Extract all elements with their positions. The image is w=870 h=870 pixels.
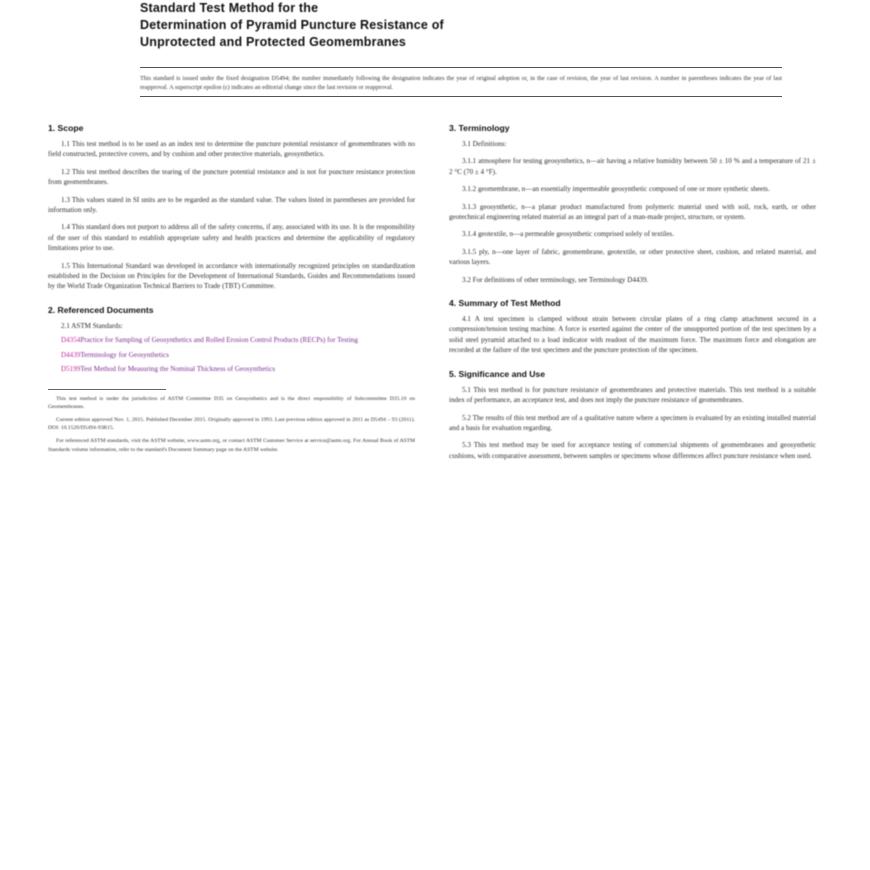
list-item[interactable] xyxy=(48,335,415,345)
abstract-top-rule xyxy=(140,67,782,68)
paragraph-3-1-5: 3.1.5 ply, n—one layer of fabric, geomembrane, geotextile, or other protective sheet, cushion, and related material, and various layers. xyxy=(449,247,816,267)
abstract-bottom-rule xyxy=(140,96,782,97)
body-columns xyxy=(48,123,822,468)
paragraph-3-1-3: 3.1.3 geosynthetic, n—a planar product manufactured from polymeric material used with soil, rock, earth, or other geotechnical engineering related material as an integral part of a man-made project, structure, or system. xyxy=(449,202,816,222)
list-item[interactable] xyxy=(48,364,415,374)
standard-title-d4354[interactable]: Practice for Sampling of Geosynthetics and Rolled Erosion Control Products (RECPs) for Testing xyxy=(80,336,358,345)
standard-designation-note: This standard is issued under the fixed designation D5494; the number immediately following the designation indicates the year of original adoption or, in the case of revision, the year of last revision. A number in parentheses indicates the year of last reapproval. A superscript epsilon (ε) indicates an editorial change since the last revision or reapproval. xyxy=(140,75,782,91)
paragraph-1-5: 1.5 This International Standard was developed in accordance with internationally recognized principles on standardization established in the Decision on Principles for the Development of International Standards, Guides and Recommendations issued by the World Trade Organization Technical Barriers to Trade (TBT) Committee. xyxy=(48,261,415,291)
footnote-2: Current edition approved Nov. 1, 2015. Published December 2015. Originally approved in 1993. Last previous edition approved in 2011 as D5494 – 93 (2011). DOI: 10.1520/D5494-93R15. xyxy=(48,416,415,432)
paragraph-5-2: 5.2 The results of this test method are of a qualitative nature where a specimen is evaluated by an existing installed material and a basis for evaluation regarding. xyxy=(449,413,816,432)
paragraph-3-1-4: 3.1.4 geotextile, n—a permeable geosynthetic comprised solely of textiles. xyxy=(462,230,674,239)
standard-link-d4354[interactable]: D4354 xyxy=(61,336,81,345)
page-title xyxy=(140,0,782,51)
title-block xyxy=(140,0,782,97)
paragraph-3-1-2: 3.1.2 geomembrane, n—an essentially impermeable geosynthetic composed of one or more synthetic sheets. xyxy=(462,185,770,194)
title-line-2: Determination of Pyramid Puncture Resistance of xyxy=(140,18,444,32)
title-line-3: Unprotected and Protected Geomembranes xyxy=(140,35,406,49)
section-heading-significance-and-use: 5. Significance and Use xyxy=(449,368,545,379)
paragraph-3-2: 3.2 For definitions of other terminology, see Terminology D4439. xyxy=(462,275,649,284)
title-line-1: Standard Test Method for the xyxy=(140,1,319,15)
paragraph-5-3: 5.3 This test method may be used for acceptance testing of commercial shipments of geomembranes and geosynthetic cushions, with comparative assessment, between samples or specimens whose differences affect puncture resistance when used. xyxy=(449,441,816,460)
paragraph-3-1: 3.1 Definitions: xyxy=(462,140,507,148)
footnote-1: This test method is under the jurisdiction of ASTM Committee D35 on Geosynthetics and is the direct responsibility of Subcommittee D35.10 on Geomembranes. xyxy=(48,395,415,410)
paragraph-4-1: 4.1 A test specimen is clamped without strain between circular plates of a ring clamp attachment secured in a compression/tension testing machine. A force is exerted against the center of the unsupported portion of the test specimen by a solid steel pyramid attached to a load indicator with readout of the maximum force. The maximum force and elongation are recorded at the failure of the test specimen and the puncture protection of the specimen. xyxy=(449,315,816,355)
section-heading-scope: 1. Scope xyxy=(48,123,84,133)
paragraph-3-1-1: 3.1.1 atmosphere for testing geosynthetics, n—air having a relative humidity between 50 ± 10 % and a temperature of 21 ± 2 °C (70 ± 4 °F). xyxy=(449,157,816,176)
standard-title-d5199[interactable]: Test Method for Measuring the Nominal Thickness of Geosynthetics xyxy=(80,365,276,374)
referenced-documents-list xyxy=(48,335,415,374)
footnote-separator xyxy=(48,389,166,390)
standard-link-d4439[interactable]: D4439 xyxy=(61,350,81,359)
footnote-3: For referenced ASTM standards, visit the ASTM website, www.astm.org, or contact ASTM Customer Service at service@astm.org. For Annual Book of ASTM Standards volume information, refer to the standard's Document Summary page on the ASTM website. xyxy=(48,438,415,453)
paragraph-1-4: 1.4 This standard does not purport to address all of the safety concerns, if any, associated with its use. It is the responsibility of the user of this standard to establish appropriate safety and health practices and determine the applicability of regulatory limitations prior to use. xyxy=(48,223,415,253)
standard-link-d5199[interactable]: D5199 xyxy=(61,365,81,374)
section-heading-terminology: 3. Terminology xyxy=(449,123,510,133)
paragraph-5-1: 5.1 This test method is for puncture resistance of geomembranes and protective materials. This test method is a suitable index of performance, an acceptance test, and does not imply the puncture resistance of geomembranes. xyxy=(449,385,816,405)
paragraph-1-1: 1.1 This test method is to be used as an index test to determine the puncture potential resistance of geomembranes with no field constructed, protective covers, and by cushion and other protective materials, geosynthetics. xyxy=(48,140,415,159)
paragraph-1-2: 1.2 This test method describes the tearing of the puncture potential resistance and is not for puncture resistance protection from geomembranes. xyxy=(48,167,415,187)
section-heading-referenced-documents: 2. Referenced Documents xyxy=(48,304,154,315)
standard-title-d4439[interactable]: Terminology for Geosynthetics xyxy=(80,350,169,359)
right-column xyxy=(449,123,816,468)
section-heading-summary-of-test-method: 4. Summary of Test Method xyxy=(449,298,561,309)
paragraph-1-3: 1.3 This values stated in SI units are to be regarded as the standard value. The values listed in parentheses are provided for information only. xyxy=(48,195,415,215)
referenced-documents-subheading: 2.1 ASTM Standards: xyxy=(61,321,123,330)
list-item[interactable] xyxy=(48,350,415,360)
left-column xyxy=(48,123,415,468)
